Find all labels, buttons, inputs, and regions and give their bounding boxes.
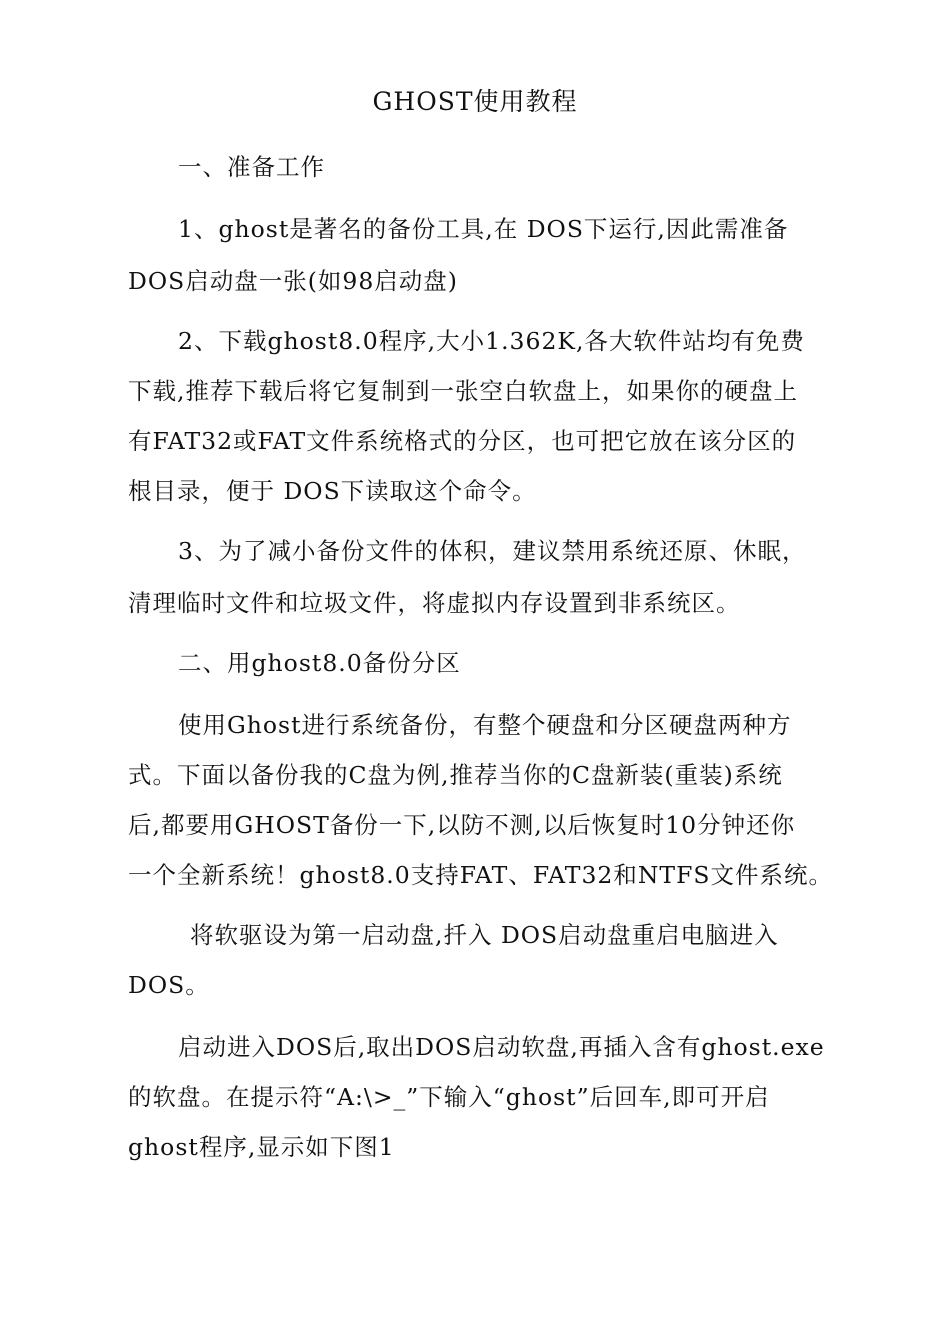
paragraph-line: 一个全新系统！ghost8.0支持FAT、FAT32和NTFS文件系统。 xyxy=(128,861,833,889)
document-title: GHOST使用教程 xyxy=(372,87,578,116)
paragraph-line: 后,都要用GHOST备份一下,以防不测,以后恢复时10分钟还你 xyxy=(128,811,796,839)
paragraph-line: 使用Ghost进行系统备份，有整个硬盘和分区硬盘两种方 xyxy=(178,711,792,739)
paragraph-line: DOS。 xyxy=(128,971,210,999)
paragraph-line: 清理临时文件和垃圾文件，将虚拟内存设置到非系统区。 xyxy=(128,589,741,617)
paragraph-line: 的软盘。在提示符“A:\>_”下输入“ghost”后回车,即可开启 xyxy=(128,1083,770,1111)
paragraph-line: ghost程序,显示如下图1 xyxy=(128,1133,395,1161)
paragraph-line: 将软驱设为第一启动盘,扦入 DOS启动盘重启电脑进入 xyxy=(190,921,779,949)
section-heading-preparation: 一、准备工作 xyxy=(178,153,325,181)
paragraph-line: 3、为了减小备份文件的体积，建议禁用系统还原、休眠， xyxy=(178,537,807,565)
paragraph-line: 式。下面以备份我的C盘为例,推荐当你的C盘新装(重装)系统 xyxy=(128,761,783,789)
section-heading-backup: 二、用ghost8.0备份分区 xyxy=(178,649,461,677)
paragraph-line: 下载,推荐下载后将它复制到一张空白软盘上，如果你的硬盘上 xyxy=(128,377,798,405)
paragraph-line: 1、ghost是著名的备份工具,在 DOS下运行,因此需准备 xyxy=(178,215,789,243)
paragraph-line: 有FAT32或FAT文件系统格式的分区，也可把它放在该分区的 xyxy=(128,427,797,455)
paragraph-line: 2、下载ghost8.0程序,大小1.362K,各大软件站均有免费 xyxy=(178,327,805,355)
paragraph-line: 启动进入DOS后,取出DOS启动软盘,再插入含有ghost.exe xyxy=(178,1033,825,1061)
paragraph-line: DOS启动盘一张(如98启动盘) xyxy=(128,267,458,295)
paragraph-line: 根目录，便于 DOS下读取这个命令。 xyxy=(128,477,537,505)
